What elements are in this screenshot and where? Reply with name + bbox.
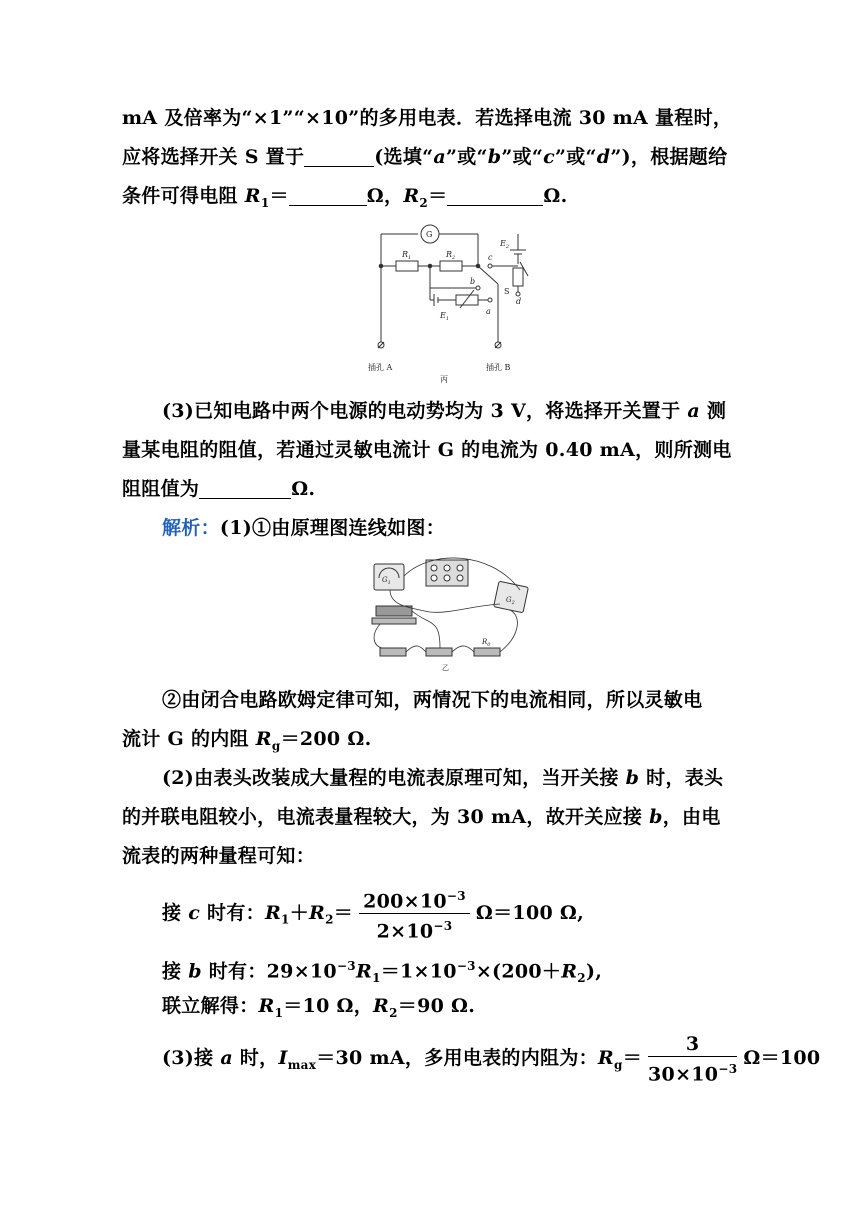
solution-line-3: 流计 G 的内阻 $R_g=200$ Ω. xyxy=(122,728,372,753)
r0-label: $R_0$ xyxy=(482,638,491,648)
switch-s-label: S xyxy=(504,287,510,296)
apparatus-figure-yi xyxy=(370,556,530,674)
contact-d-label: d xyxy=(516,297,522,306)
question-line-1: mA 及倍率为“×1”“×10”的多用电表．若选择电流 30 mA 量程时， xyxy=(122,107,733,129)
question-line-2: 应将选择开关 S 置于 (选填“a”或“b”或“c”或“d”)，根据题给 xyxy=(122,146,728,168)
battery xyxy=(380,648,406,656)
solution-label: 解析： xyxy=(162,517,220,539)
answer-blank[interactable] xyxy=(289,185,367,206)
equation-2: 接 b 时有：$29\times 10^{-3}R_1=1\times 10^{-3}\times(200+R_2)$, xyxy=(162,959,603,986)
switch xyxy=(426,648,452,656)
figure-caption-yi: 乙 xyxy=(442,664,449,672)
solution-line-2: ②由闭合电路欧姆定律可知，两情况下的电流相同，所以灵敏电 xyxy=(162,689,703,711)
answer-blank[interactable] xyxy=(447,185,543,206)
equation-4: (3)接 a 时，$I_{max}=30$ mA，多用电表的内阻为：$R_g=$ $\frac{3}{30\times 10^{-3}}$ Ω＝100 xyxy=(162,1033,821,1086)
resistor-r0 xyxy=(474,648,500,656)
part3-line-3: 阻阻值为 Ω. xyxy=(122,478,316,500)
contact-c-label: c xyxy=(488,253,493,262)
circuit-diagram-bing xyxy=(360,222,540,388)
question-line-3: 条件可得电阻 $R_1= \Omega$，$R_2= \Omega$. xyxy=(122,185,568,210)
jack-b-label: 插孔 B xyxy=(486,363,511,372)
contact-b-label: b xyxy=(470,277,476,286)
r1-label: $R_1$ xyxy=(402,250,412,261)
figure-caption-bing: 丙 xyxy=(440,375,448,384)
fraction-1: $\frac{200\times 10^{-3}}{2\times 10^{-3}}$ xyxy=(359,884,470,944)
answer-blank[interactable] xyxy=(304,146,374,167)
r2-label: $R_2$ xyxy=(446,250,456,261)
equation-1: 接 c 时有：$R_1+R_2=$ $\frac{200\times 10^{-3}}{2\times 10^{-3}}$ Ω＝100 Ω, xyxy=(162,884,584,944)
galvanometer-label: G xyxy=(426,230,433,239)
resistance-box xyxy=(426,560,468,586)
rheostat xyxy=(376,606,412,616)
g2-label: $G_2$ xyxy=(506,596,515,606)
g1-label: $G_1$ xyxy=(382,576,391,586)
jack-a-label: 插孔 A xyxy=(368,363,393,372)
solution-line-5: 的并联电阻较小，电流表量程较大，为 30 mA，故开关应接 b，由电 xyxy=(122,806,721,828)
part3-line-1: (3)已知电路中两个电源的电动势均为 3 V，将选择开关置于 a 测 xyxy=(162,400,727,422)
solution-line-6: 流表的两种量程可知： xyxy=(122,845,316,867)
equation-3: 联立解得：$R_1=10$ Ω，$R_2=90$ Ω. xyxy=(162,995,476,1020)
part3-line-2: 量某电阻的阻值，若通过灵敏电流计 G 的电流为 0.40 mA，则所测电 xyxy=(122,439,732,461)
solution-line-4: (2)由表头改装成大量程的电流表原理可知，当开关接 b 时，表头 xyxy=(162,767,724,789)
fraction-2: $\frac{3}{30\times 10^{-3}}$ xyxy=(648,1033,738,1086)
answer-blank[interactable] xyxy=(199,478,291,499)
e2-label: $E_2$ xyxy=(500,239,510,250)
solution-line-1: 解析：(1)①由原理图连线如图： xyxy=(162,517,446,539)
e1-label: $E_1$ xyxy=(440,311,450,322)
contact-a-label: a xyxy=(486,307,491,316)
